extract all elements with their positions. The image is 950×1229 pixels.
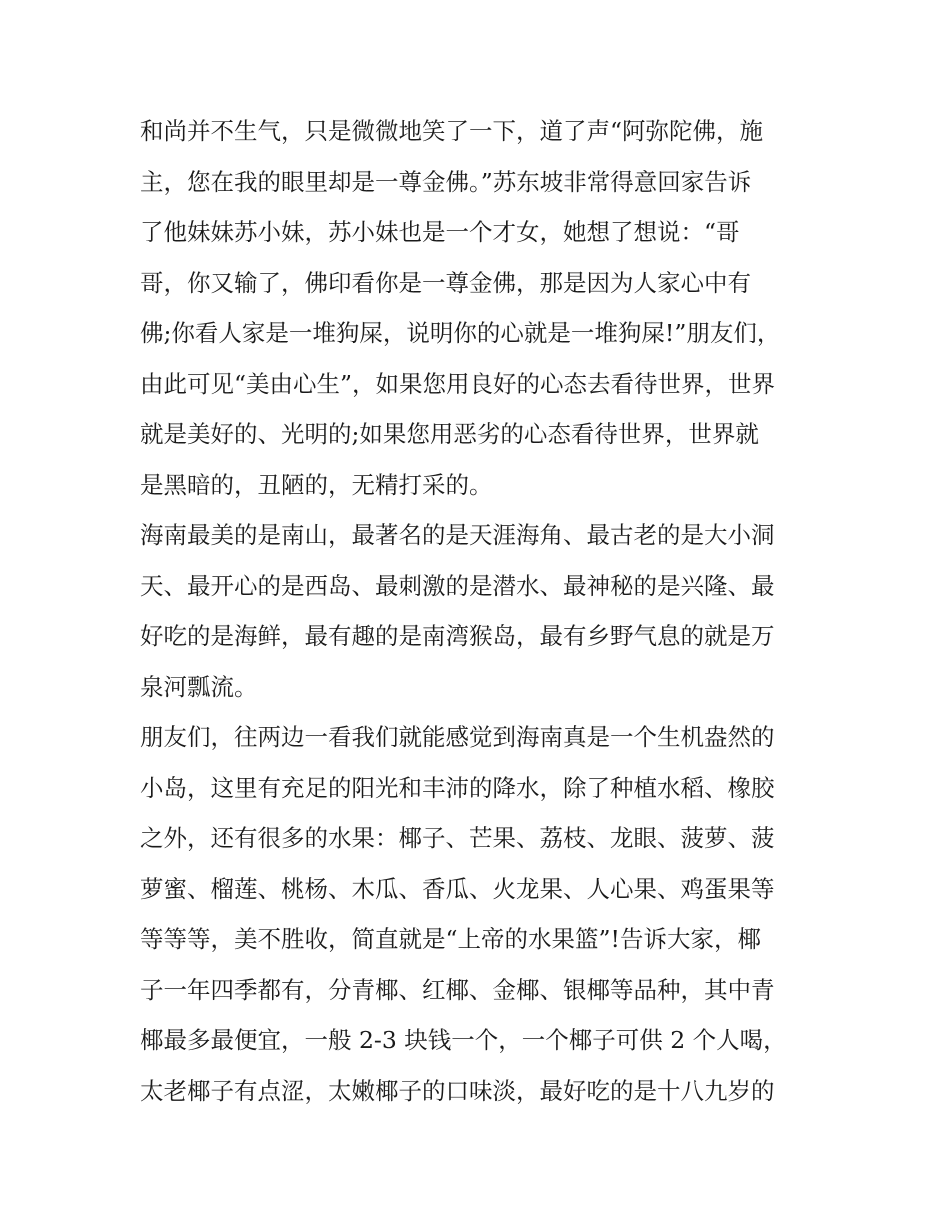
text-line: 朋友们，往两边一看我们就能感觉到海南真是一个生机盎然的 (140, 723, 775, 751)
text-line: 主，您在我的眼里却是一尊金佛。”苏东坡非常得意回家告诉 (140, 167, 752, 196)
text-line: 之外，还有很多的水果：椰子、芒果、荔枝、龙眼、菠萝、菠 (140, 824, 775, 852)
text-line: 就是美好的、光明的;如果您用恶劣的心态看待世界，世界就 (140, 420, 759, 448)
text-line: 和尚并不生气，只是微微地笑了一下，道了声“阿弥陀佛，施 (140, 117, 764, 145)
text-line: 泉河瓢流。 (140, 672, 258, 701)
text-line: 椰最多最便宜，一般 2-3 块钱一个，一个椰子可供 2 个人喝， (140, 1026, 787, 1054)
text-line: 哥，你又输了，佛印看你是一尊金佛，那是因为人家心中有 (140, 268, 751, 297)
text-line: 是黑暗的，丑陋的，无精打采的。 (140, 470, 493, 499)
text-line: 由此可见“美由心生”，如果您用良好的心态去看待世界，世界 (140, 369, 776, 398)
text-line: 子一年四季都有，分青椰、红椰、金椰、银椰等品种，其中青 (140, 975, 775, 1004)
text-line: 萝蜜、榴莲、桃杨、木瓜、香瓜、火龙果、人心果、鸡蛋果等 (140, 874, 775, 903)
text-line: 太老椰子有点涩，太嫩椰子的口味淡，最好吃的是十八九岁的 (140, 1076, 775, 1105)
text-line: 了他妹妹苏小妹，苏小妹也是一个才女，她想了想说：“哥 (140, 218, 740, 246)
text-line: 海南最美的是南山，最著名的是天涯海角、最古老的是大小洞 (140, 521, 775, 549)
text-line: 好吃的是海鲜，最有趣的是南湾猴岛，最有乡野气息的就是万 (140, 622, 775, 650)
text-line: 天、最开心的是西岛、最刺激的是潜水、最神秘的是兴隆、最 (140, 571, 775, 600)
document-body (140, 106, 820, 1116)
text-line: 佛;你看人家是一堆狗屎，说明你的心就是一堆狗屎!”朋友们， (140, 319, 781, 347)
text-line: 等等等，美不胜收，简直就是“上帝的水果篮”!告诉大家，椰 (140, 925, 761, 953)
text-line: 小岛，这里有充足的阳光和丰沛的降水，除了种植水稻、橡胶 (140, 773, 775, 802)
